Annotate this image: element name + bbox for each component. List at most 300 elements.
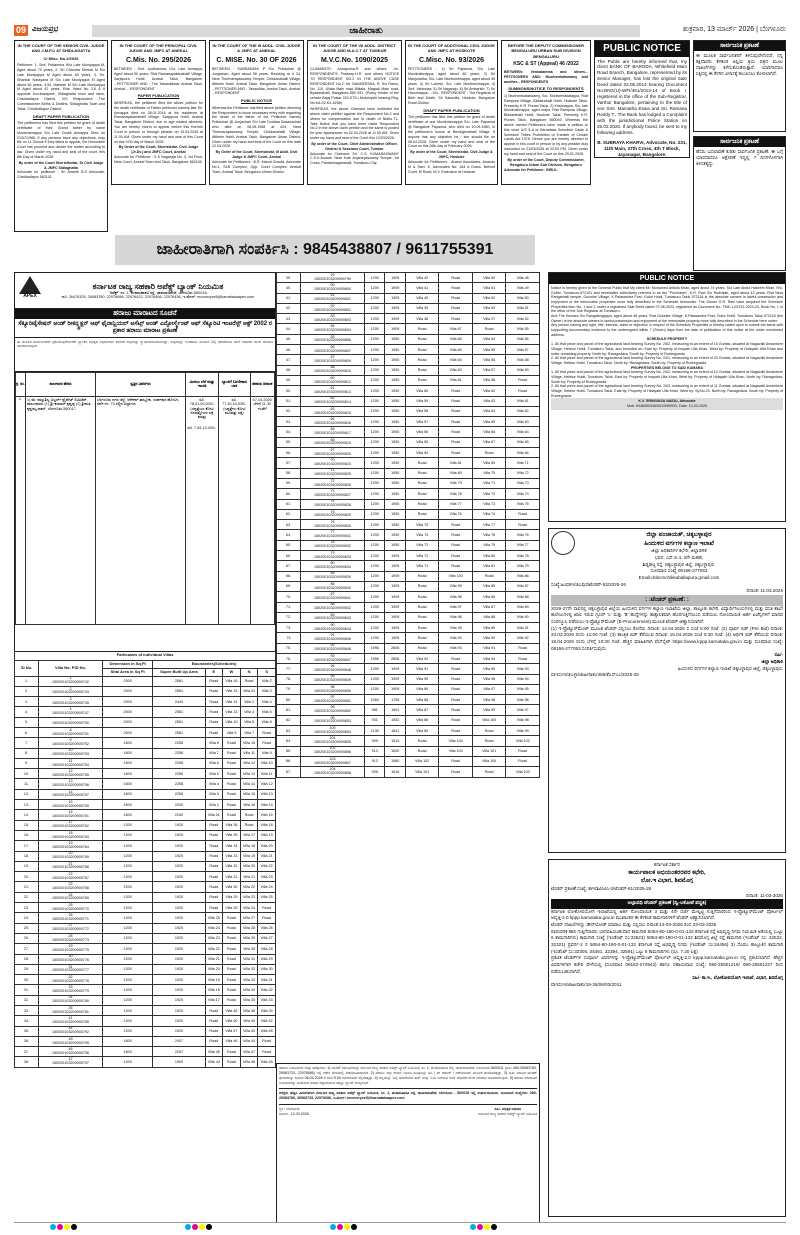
notice-subheading: PUBLIC NOTICE (240, 98, 273, 104)
table-row: 26. 28 150200103200900773 1200 1920 Villa 23 Road Villa 29 Villa 27 (15, 933, 276, 943)
auction-property-table: ಕ್ರ. ಸಂ. ಸಾಲಗಾರರ ಹೆಸರು ಸ್ವತ್ತಿನ ವಿವರಗಳು ಮೀಸಲು ಬೆಲೆ ಮತ್ತು ಇಎಂಡಿ ಬ್ಯಾಂಕಿಗೆ ಬರಬೇಕಾದ ಬಾಕಿ ಹರಾಜು ದಿನಾಂಕ 1. 1) ಮೆ: ವಾಸ್ತುಶಿಲ್ಪ ಬಿಲ್ಡರ್ಸ್ ಪ್ರೈವೇಟ್ ಲಿಮಿಟೆಡ್, ಪಾಲುದಾರರು (1) ಶ್ರೀ ಕುಮಾರ್ ಕೃಷ್ಣಪ್ಪ (2) ಶ್ರೀಮತಿ ಕೃಷ್ಣಮ್ಮ ರಾಮ್, ಬೆಂಗಳೂರು-560017. ಬೆಂಗಳೂರು ನಗರ ಜಿಲ್ಲೆ, ಆನೇಕಲ್ ತಾಲ್ಲೂಕು, ಸರ್ಜಾಪುರ ಹೋಬಳಿ, ಸರ್ವೆ ನಂ. 74 ರಲ್ಲಿನ ವಿಲ್ಲಾಗಳು ರೂ. 78,41,00,000/- (ಎಪ್ಪತ್ತೆಂಟು ಕೋಟಿ ನಲವತ್ತೊಂದು ಲಕ್ಷ ಮಾತ್ರ) ರೂ. 7,84,10,000/- ರೂ. 77,30,16,530/- (ಎಪ್ಪತ್ತೇಳು ಕೋಟಿ ಮೂವತ್ತು ಲಕ್ಷ) 07.04.2026 ಬೆಳಿಗ್ಗೆ 11.30 ಗಂಟೆಗೆ (15, 372, 275, 625)
court-name: IN THE COURT OF THE VII ADDL. DISTRICT JUDGE AND M.A.C.T AT TUMKUR (313, 43, 396, 54)
villa-pid: 102 150200103200900856 (301, 746, 365, 756)
auction-subtitle: ಸೆಕ್ಯೂರಿಟೈಸೇಷನ್ ಅಂಡ್ ರೀಕನ್ಸ್ಟ್ರಕ್ಷನ್ ಆಫ್ ಫೈನಾನ್ಷಿಯಲ್ ಅಸೆಟ್ಸ್ ಅಂಡ್ ಎನ್ಫೋರ್ಸ್ಮೆಂಟ್ ಆಫ್ ಸೆಕ್ಯೂರಿಟಿ ಇಂಟರೆಸ್ಟ್ ಆಕ್ಟ್ 2002 ರ ಪ್ರಕಾರ ಹರಾಜು ಮಾರಾಟ ಪ್ರಕಟಣೆ (15, 319, 275, 338)
registration-dot-icon (64, 1224, 70, 1230)
notice-body: CLAIMANTS: Annapurna.R and others -Vs- RESPONDENTS: Pradeep.H.R. and others NOTICE TO RESPONDENT NO.2 IN THE ABOVE CASE RESPONDENT No.2: Mr. NANDEESHA. R, S/o Ramu, No. 110, Ullala Main road Bilitala, Magadi Main road, Byadarahalli, Bangalore-560 091. (Policy Holder of the vehicle Bajaj Pulsar 220 DTS-i Motorcycle bearing Reg. No.KA-02-KX-5258) (310, 67, 399, 106)
pwd-tender-notice: ಕರ್ನಾಟಕ ಸರ್ಕಾರ ಕಾರ್ಯಪಾಲಕ ಅಭಿಯಂತರರವರ ಕಛೇರಿ, ಲೋ.ಇ ವಿಭಾಗ, ಶಿವಮೊಗ್ಗ ಟೆಂಡರ್ ಪ್ರಕಟಣೆ ಸಂಖ್ಯೆ: ಕಾಇ/ಶಿವಿ/ಟಿಎ-2/ಟೆಂಡರ್-61/2025-26 ದಿನಾಂಕ: 11-03-2026 ಅಲ್ಪಾವಧಿ ಟೆಂಡರ್ ಪ್ರಕಟಣೆ (ದ್ವಿ-ಲಕೋಟೆ ಪದ್ಧತಿ) ಕರ್ನಾಟಕ ಲೋಕೋಪಯೋಗಿ ಇಲಾಖೆಯಲ್ಲಿ ಅರ್ಹ ನೋಂದಾಯಿತ 3 ಮತ್ತು 4ನೇ ದರ್ಜೆ ಮೇಲ್ಪಟ್ಟ ಗುತ್ತಿಗೆದಾರರಿಂದ ಇ-ಪ್ರೊಕ್ಯೂರ್‌ಮೆಂಟ್ ಪೋರ್ಟಲ್ ಆವೃತ್ತಿ-2.0 kppp.karnataka.gov.in ಮುಖಾಂತರ ಈ ಕೆಳಕಂಡ ಕಾಮಗಾರಿಗಳಿಗೆ ಟೆಂಡರ್ ಆಹ್ವಾನಿಸಲಾಗಿದೆ. ಟೆಂಡರ್ ದಾಖಲೆಗಳನ್ನು ಡೌನ್‌ಲೋಡ್ ಮಾಡಲು ಮತ್ತು ಸಲ್ಲಿಸಲು ದಿನಾಂಕ:13-03-2026 ರಿಂದ 23-03-2026 ಪಾರಂಪರಿಕ ಹಾನಿ ಗುತ್ತಿಗೆದಾರರು ಭಾಗವಹಿಸಬಹುದಾದ ಕಾಮಗಾರಿ 5054-80-190-0-01-132 ಕರ್ನಾಟಕ ರಸ್ತೆ ಅಭಿವೃದ್ಧಿ ನಿಗಮ ನಿಯಮಿತ ಅಡಿಯಲ್ಲಿ (ಒಟ್ಟು 6 ಕಾಮಗಾರಿಗಳು) ಕಾಮಗಾರಿ ಸಂಖ್ಯೆ (ಇಂಡೆಂಟ್ ಸಂ:32523) 5054-80-190-0-01-132 ಶಿವಮೊಗ್ಗ ಜಿಲ್ಲೆ ರಸ್ತೆ ಕಾಮಗಾರಿ (ಇಂಡೆಂಟ್ ಸಂ: 32522, 32321) ಪ್ರವರ್ಗ-2 ರ 5054-80-190-0-01-132 ಕರ್ನಾಟಕ ರಸ್ತೆ ಅಭಿವೃದ್ಧಿ ನಿಗಮ (ಇಂಡೆಂಟ್ ಸಂ:34456) 3) ಸೊರಬ ತಾಲ್ಲೂಕಿನ ಕಾಮಗಾರಿ (ಇಂಡೆಂಟ್ ಸಂ:32305, 34461, 32394, 32591) ಒಟ್ಟು 6 ಕಾಮಗಾರಿಗಳು (ರೂ. 7.20 ಲಕ್ಷ) ಪ್ರಕಟಿತ ಟೆಂಡರ್‌ಗಳ ಸಂಪೂರ್ಣ ವಿವರಗಳನ್ನು ಇ-ಪ್ರೊಕ್ಯೂರ್‌ಮೆಂಟ್ ಪೋರ್ಟಲ್ ಆವೃತ್ತಿ-2.0 kppp.karnataka.gov.in ನಲ್ಲಿ ಪ್ರಕಟಿಸಲಾಗಿದೆ. ಹೆಚ್ಚಿನ ವಿವರಗಳಿಗಾಗಿ ಕಚೇರಿ ವೇಳೆಯಲ್ಲಿ (ದೂರವಾಣಿ 08182-274942) ಹಾಗೂ ಸಹಾಯವಾಣಿ ಸಂಖ್ಯೆ: 080-25501216/ 080-25501227 ರಿಂದ ಪಡೆಯಬಹುದಾಗಿದೆ. ಸಹಿ/- ಕಾ.ಇ., ಲೋಕೋಪಯೋಗಿ ಇಲಾಖೆ, ವಿಭಾಗ, ಶಿವಮೊಗ್ಗ ವಾಇಸಂಇ/ಜಾಹೀರಾತು/19-26/06/03/2011 (548, 859, 786, 1217)
table-row: 64. 77 150200103200900831 1200 1950 Villa 74 Road Villa 78 Villa 76 (277, 530, 540, 540)
registration-dot-icon (477, 1224, 483, 1230)
villa-pid: 90 150200103200900844 (301, 623, 365, 633)
property-details: ಬೆಂಗಳೂರು ನಗರ ಜಿಲ್ಲೆ, ಆನೇಕಲ್ ತಾಲ್ಲೂಕು, ಸರ್ಜಾಪುರ ಹೋಬಳಿ, ಸರ್ವೆ ನಂ. 74 ರಲ್ಲಿನ ವಿಲ್ಲಾಗಳು (96, 396, 186, 624)
villa-pid: 75 150200103200900829 (301, 509, 365, 519)
villa-table-middle (276, 272, 540, 778)
registration-dot-icon (330, 1224, 336, 1230)
villa-pid: 57 150200103200900809 (301, 355, 365, 365)
villa-pid: 70 150200103200900823 (301, 458, 365, 468)
public-notice-heading: PUBLIC NOTICE (595, 41, 689, 57)
table-row: 5. 7 150200103200900750 2000 2581 Road Villa 10 Villa 6 Villa 8 (15, 717, 276, 727)
villa-pid: 23 150200103200900768 (39, 882, 103, 892)
table-row: 29. 31 150200103200900777 1200 1920 Villa 20 Road Villa 32 Villa 30 (15, 964, 276, 974)
table-row: 69. 86 150200103200900840 1200 1909 Road Villa 99 Villa 85 Villa 87 (277, 581, 540, 591)
right-column-notices (548, 272, 786, 1217)
advocate-contact: Mob: 9448450346/9310069933, Date: 12-03-2026 (627, 403, 707, 408)
tender-reference: ಸಂಖ್ಯೆ:ಹಿಂವಕಇ/ಚಿಬಪುರ/ಟೆಂಡರ್-53/2025-26 (551, 581, 626, 587)
court-notice-hoskote (405, 40, 498, 185)
advert-reference: ವಾಇಸಂಇ/ಜಾಹೀರಾತು/19-26/06/03/2011 (551, 981, 622, 987)
bank-name: ಕರ್ನಾಟಕ ರಾಜ್ಯ ಸಹಕಾರಿ ಅಪೆಕ್ಸ್ ಬ್ಯಾಂಕ್ ನಿಯಮಿತ (92, 281, 224, 291)
tender-body: 2026-27ನೇ ಸಾಲಿನಲ್ಲಿ ಚಿಕ್ಕಬಳ್ಳಾಪುರ ಜಿಲ್ಲೆಯ ಹಿಂದುಳಿದ ವರ್ಗಗಳ ಕಲ್ಯಾಣ ಇಲಾಖೆಯ ಜಿಲ್ಲಾ, ತಾಲ್ಲೂಕು ಕಛೇರಿ, ವಿದ್ಯಾರ್ಥಿನಿಲಯಗಳಲ್ಲಿ ಮತ್ತು ವಸತಿ ಶಾಲೆ/ಕಾಲೇಜುಗಳಲ್ಲಿ ಖಾಲಿ ಇರುವ ಗ್ರೂಪ್ 'ಸಿ' ಮತ್ತು 'ಡಿ' ಹುದ್ದೆಗಳನ್ನು ತಾತ್ಕಾಲಿಕವಾಗಿ ಹೊರಗುತ್ತಿಗೆಯಿಂದ ಪಡೆಯಲು ನೋಂದಾಯಿತ ಅರ್ಹ ಏಜೆನ್ಸಿಗಳಿಗೆ ಮಾನವ ಸಂಪನ್ಮೂಲ ಪಡೆಯಲು ಇ-ಪ್ರೊಕ್ಯೂರ್‌ಮೆಂಟ್ (E-Procurement) ಮೂಲಕ ಟೆಂಡರ್ ಆಹ್ವಾನಿಸಲಾಗಿದೆ. (551, 605, 783, 624)
villa-pid: 95 150200103200900849 (301, 674, 365, 684)
table-row: 40. 50 150200103200900800 1200 1909 Villa 41 Road Villa 51 Villa 49 (277, 283, 540, 293)
case-number: M.V.C.No. 1090/2025 (320, 56, 389, 64)
villa-pid: 45 150200103200900795 (39, 1036, 103, 1046)
table-row: 14. 16 150200103200900761 1600 2150 Villa 01 Road Road Villa 15 (15, 810, 276, 820)
villa-rows-left (15, 676, 276, 1067)
court-notice-anekal-principal (111, 40, 206, 185)
table-row: 52. 63 150200103200900815 1200 1950 Villa 58 Road Villa 64 Villa 62 (277, 406, 540, 416)
villa-pid: 87 150200103200900841 (301, 592, 365, 602)
table-row: 30. 32 150200103200900778 1200 1920 Villa 19 Road Villa 33 Villa 31 (15, 975, 276, 985)
table-row: 13. 15 150200103200900759 1600 2200 Villa 2 Road Villa 16 Villa 14 (15, 800, 276, 810)
table-row: 25. 27 150200103200900772 1200 1920 Villa 24 Road Villa 28 Villa 26 (15, 923, 276, 933)
tender-date: ದಿನಾಂಕ: 11.03.2026 (746, 588, 783, 594)
government-seal-icon (551, 531, 575, 555)
registration-dot-icon (491, 1224, 497, 1230)
table-row: 73. 90 150200103200900844 1200 1909 Road Villa 95 Villa 89 Villa 91 (277, 623, 540, 633)
table-row: 56. 67 150200103200900820 1200 1950 Villa 54 Road Road Villa 66 (277, 448, 540, 458)
bank-phone: ದೂ: 26476325, 26983780, 22976686, 22976422, 22976456, 22976436, ಇ-ಮೇಲ್: recoverycell@karnatakaapex.com (61, 295, 255, 300)
villa-pid: 4 150200103200900747 (39, 707, 103, 717)
section-title-bar (92, 25, 640, 37)
signatory: ಸಹಿ/- ಕಾ.ಇ., ಲೋಕೋಪಯೋಗಿ ಇಲಾಖೆ, ವಿಭಾಗ, ಶಿವಮೊಗ್ಗ (692, 975, 783, 981)
case-number: KSC & ST (Appeal) 46 /2022 (513, 61, 579, 68)
table-row: 51. 62 150200103200900814 1200 1950 Villa 59 Road Villa 63 Villa 61 (277, 396, 540, 406)
advocate-name: K.V. SRINIVASA NAIDU, Advocate (638, 399, 696, 404)
advocate: Advocate for Petitioners : B.R. Maruti Gowda, Advocate No.1, S1B Complex, Opp. Court Complex, Anekal Town, Anekal Taluk, Bengaluru Urban District. (212, 159, 301, 174)
table-row: 71. 88 150200103200900842 1200 1909 Road Villa 97 Villa 87 Villa 89 (277, 602, 540, 612)
table-row: 38. 47 150200103200900797 1200 1909 Villa 44 Road Villa 48 Villa 45 (15, 1057, 276, 1067)
public-notice-bank-of-baroda (594, 40, 690, 158)
table-row: 8. 10 150200103200900753 1600 2258 Villa 7 Road Villa 11 Villa 9 (15, 748, 276, 758)
apex-bank-auction-notice (14, 272, 276, 652)
table-row: 60. 73 150200103200900827 1200 1950 Road Villa 78 Villa 72 Villa 74 (277, 489, 540, 499)
court-signature: By Order of the Court, Sheristedar, Civil Judge (Jr.Dv.) and JMFC Court, Anekal (118, 145, 199, 155)
villa-pid: 29 150200103200900775 (39, 944, 103, 954)
villa-pid: 72 150200103200900826 (301, 478, 365, 488)
villa-pid: 86 150200103200900840 (301, 581, 365, 591)
advocate-signature: B. SUBRAYA KHARVI, Advocate, No. 231, 11th Main, 37th Cross, 4th T Block, Jayanagar, Bangalore. (597, 140, 687, 158)
villa-pid: 78 150200103200900832 (301, 540, 365, 550)
apex-logo-icon: APEX (17, 276, 43, 306)
villa-pid: 25 150200103200900770 (39, 903, 103, 913)
auction-terms: ಹರಾಜು ನಿಯಮಗಳು ಮತ್ತು ಷರತ್ತುಗಳು: 1) ಟೆಂಡರ್ ನಮೂನೆಗಳನ್ನು ಕರ್ನಾಟಕ ರಾಜ್ಯ ಸಹಕಾರಿ ಅಪೆಕ್ಸ್ ಬ್ಯಾಂಕ್ ನಿಯಮಿತ, ನಂ. 1, ಪಂಪಮಹಾಕವಿ ರಸ್ತೆ, ಚಾಮರಾಜಪೇಟೆ, ಬೆಂಗಳೂರು-560018, (ದೂ: 080-26983780, 26983733, 22976686) ಇಲ್ಲಿ ಕಚೇರಿ ವೇಳೆಯಲ್ಲಿ ಪಡೆಯಬಹುದಾಗಿದೆ. 2) ಹರಾಜು ದಸ್ತು ಠೇವಣಿ ಇಎಂಡಿ ಮೊತ್ತವನ್ನು ಡಿಡಿ / ಪೇ ಆರ್ಡರ್ / ಆರ್‌ಟಿಜಿಎಸ್ ಮೂಲಕ ಪಾವತಿಸತಕ್ಕದ್ದು. 3) ಭರ್ತಿ ಮಾಡಿದ ಟೆಂಡರ್ ಫಾರಂಗಳನ್ನು ದಿನಾಂಕ 06.04.2026 ರ ಸಂಜೆ 5.00 ಗಂಟೆಯೊಳಗೆ ಸಲ್ಲಿಸತಕ್ಕದ್ದು. 4) ಆಸ್ತಿಯನ್ನು 'ಎಲ್ಲಿ ಹೇಗಿದೆಯೋ ಹಾಗೆ' ಮತ್ತು 'ಏನು ಇದೆಯೋ ಅದು' ಆಧಾರದ ಮೇಲೆ ಮಾರಾಟ ಮಾಡಲಾಗುವುದು. 5) ಹರಾಜು ಮಾರಾಟದ ನಿಯಮಗಳನ್ನು ಬದಲಿಸುವ ಅಥವಾ ರದ್ದುಪಡಿಸುವ ಹಕ್ಕನ್ನು ಬ್ಯಾಂಕ್ ಕಾಯ್ದಿರಿಸಿದೆ. ಆಸಕ್ತರು ಹೆಚ್ಚಿನ ವಿವರಗಳಿಗಾಗಿ ಕರ್ನಾಟಕ ರಾಜ್ಯ ಸಹಕಾರಿ ಅಪೆಕ್ಸ್ ಬ್ಯಾಂಕ್ ನಿಯಮಿತ, ನಂ. 1, ಪಂಪಮಹಾಕವಿ ರಸ್ತೆ, ಚಾಮರಾಜಪೇಟೆ, ಬೆಂಗಳೂರು - 560018 ಇಲ್ಲಿ ಸಂಪರ್ಕಿಸಬಹುದು. ದೂರವಾಣಿ ಸಂಖ್ಯೆಗಳು: 080-26983780, 26983733, 22976686, ಇ-ಮೇಲ್: recoverycell@karnatakaapex.com ಸ್ಥಳ : ಬೆಂಗಳೂರು ದಿನಾಂಕ : 12.03.2026 ಸಹಿ/- ಅಧಿಕೃತ ಅಧಿಕಾರಿ ಕರ್ನಾಟಕ ರಾಜ್ಯ ಸಹಕಾರಿ ಅಪೆಕ್ಸ್ ಬ್ಯಾಂಕ್ ನಿಯಮಿತ (276, 1063, 540, 1223)
registration-dot-icon (199, 1224, 205, 1230)
villa-pid: 49 150200103200900799 (301, 273, 365, 283)
advocate: Advocate for Petitioners : Anand Associates, Anandu M & Ravi. K, Advocates No: 184 A Drass, Behind Court, M Road, M.V. Extension at Hoskote (408, 159, 495, 174)
advertising-contact-banner (115, 235, 535, 265)
villa-pid: 24 150200103200900769 (39, 892, 103, 902)
villa-table-title: Particulars of Individual Villas (15, 652, 276, 660)
villa-pid: 53 150200103200900803 (301, 314, 365, 324)
table-row: 72. 89 150200103200900843 1200 1909 Road Villa 96 Villa 88 Villa 90 (277, 612, 540, 622)
registration-dot-icon (185, 1224, 191, 1230)
col-auction-date: ಹರಾಜು ದಿನಾಂಕ (250, 372, 274, 396)
villa-pid: 79 150200103200900833 (301, 551, 365, 561)
registration-dot-icon (71, 1224, 77, 1230)
villa-pid: 100 150200103200900854 (301, 726, 365, 736)
col-borrower: ಸಾಲಗಾರರ ಹೆಸರು (26, 372, 96, 396)
notice-body: Petitioner: 1. Smt. Puttamma W/o Late Muniyappa M, Aged about 70 years, 2. Sri Chandra Shekar M S/o Late Muniyappa M Aged about 60 years, 3. Sri. Shankar Narayana M S/o Late Muniyappa M Aged about 46 years, 4.54, Mahesh M S/o Late Muniyappa M Aged about 42 years, R/at: Ward No 3,6 & 8 opposite Kurubarapete, Sidlaghatta town and taluk, Chickballapur District. V/S Respondent: The Commissioner Births & Deaths, Sidlaghatta Town and Taluk, Chickballapur District. (17, 63, 105, 111)
registration-dot-icon (50, 1224, 56, 1230)
auction-intro: ಈ ಮೂಲಕ ಸಾರ್ವಜನಿಕರಿಗೆ ಪ್ರಕಟಿಸುವುದೇನೆಂದರೆ ಬ್ಯಾಂಕಿನ ಅಧಿಕೃತ ಅಧಿಕಾರಿಗಳು ಕೆಳಕಂಡ ಆಸ್ತಿಗಳನ್ನು ಸ್ವಾಧೀನಪಡಿಸಿಕೊಂಡಿದ್ದು, ಅವುಗಳನ್ನು ಇ-ಹರಾಜು ಮೂಲಕ 'ಎಲ್ಲಿ ಹೇಗಿದೆಯೋ ಹಾಗೆ' ಆಧಾರದ ಮೇಲೆ ಮಾರಾಟ ಮಾಡಲಾಗುವುದು. (15, 338, 275, 372)
table-row: 59. 72 150200103200900826 1200 1950 Road Villa 79 Villa 71 Villa 73 (277, 478, 540, 488)
villa-pid: 65 150200103200900817 (301, 427, 365, 437)
registration-dot-icon (351, 1224, 357, 1230)
table-row: 74 91 150200103200900845 1200 1909 Road Villa 94 Villa 90 Villa 92 (277, 633, 540, 643)
table-row: 37. 46 150200103200900796 1600 2257 Villa 45 Road Villa 47 Road (15, 1047, 276, 1057)
tender-title-bar: ಅಲ್ಪಾವಧಿ ಟೆಂಡರ್ ಪ್ರಕಟಣೆ (ದ್ವಿ-ಲಕೋಟೆ ಪದ್ಧತಿ) (551, 899, 783, 908)
tender-date: ದಿನಾಂಕ: 11-03-2026 (746, 892, 783, 898)
villa-pid: 52 150200103200900802 (301, 303, 365, 313)
villa-pid: 30 150200103200900776 (39, 954, 103, 964)
case-number: C.Mis. No. 295/2026 (126, 56, 191, 64)
outstanding-dues: ರೂ. 77,30,16,530/- (ಎಪ್ಪತ್ತೇಳು ಕೋಟಿ ಮೂವತ್ತು ಲಕ್ಷ) (218, 396, 250, 624)
notice-body: BETWEEN: Venkatamma and others... PETITIONERS AND: Munivenkatswamy and another... RESPONDENTS (504, 69, 588, 84)
notice-subheading: DRAFT PAPER PUBLICATION (32, 113, 90, 119)
registration-dot-icon (206, 1224, 212, 1230)
villa-table-left: Particulars of Individual Villas Sl No. Villa No. PID No. Dimension in Sq.Ft Boundaries(Schedules) Sital Area in Sq Ft Super Built Up Area E W N S 1. 1 150200103200900742 2000 2581 Road Villa 16 Road Villa 2 2. 2 150200103200900743 2000 2581 Road Villa 15 Villa 01 Villa 3 3. 3 150200103200900745 2000 2443 Road Villa 14 Villa 2 Villa 4 4. 4 150200103200900747 2000 2581 Road Villa 13 Villa 3 Villa 5 5. 7 150200103200900750 2000 2581 Road Villa 10 Villa 6 Villa 8 6. 8 150200103200900751 2000 2581 Road Villa 9 Villa 7 Road 7. 9 150200103200900752 1600 2258 Villa 8 Road Villa 10 Road 8. 10 150200103200900753 1600 2258 Villa 7 Road Villa 11 Villa 9 9. 11 150200103200900754 1600 2258 Villa 6 Road Villa 12 Villa 10 10. 12 150200103200900755 1600 2258 Villa 5 Road Villa 13 Villa 11 11. 13 150200103200900756 1600 2258 Villa 4 Road Villa 14 Villa 12 12. 14 150200103200900757 1600 2258 Villa 3 Road Villa 15 Villa 13 13. 15 150200103200900759 1600 2200 Villa 2 Road Villa 16 Villa 14 14. 16 150200103200900761 1600 2150 Villa 01 Road Road Villa 15 15. 17 150200103200900762 1200 1920 Road Villa 36 Road Villa 18 16. 18 150200103200900763 1200 1920 Road Villa 35 Villa 17 Villa 19 17. 19 150200103200900764 1200 1920 Road Villa 34 Villa 18 Villa 20 18. 20 150200103200900765 1200 1920 Road Villa 33 Villa 19 Villa 21 19. 21 150200103200900766 1200 1920 Road Villa 32 Villa 20 Villa 22 20. 22 150200103200900767 1200 1920 Road Villa 31 Villa 21 Villa 23 21. 23 150200103200900768 1200 1920 Road Villa 30 Villa 22 Villa 24 22. 24 150200103200900769 1200 1920 Road Villa 29 Villa 23 Villa 25 23. 25 150200103200900770 1200 1920 Road Villa 26 Villa 24 Road 24. 26 150200103200900771 1200 1920 Villa 25 Road Villa 27 Road 25. 27 150200103200900772 1200 1920 Villa 24 Road Villa 28 Villa 26 26. 28 150200103200900773 1200 1920 Villa 23 Road Villa 29 Villa 27 27. 29 150200103200900775 1200 1920 Villa 22 Road Villa 30 Villa 28 28. 30 150200103200900776 1200 1920 Villa 21 Road Villa 31 Villa 29 29. 31 150200103200900777 1200 1920 Villa 20 Road Villa 32 Villa 30 30. 32 150200103200900778 1200 1920 Villa 19 Road Villa 33 Villa 31 31. 33 150200103200900779 1200 1920 Villa 18 Road Villa 34 Villa 32 32. 34 150200103200900780 1200 1920 Villa 17 Road Villa 35 Villa 33 33. 35 150200103200900781 1200 1920 Road Villa 46 Villa 36 Villa 34 34. 41 150200103200900789 1200 1920 Road Villa 50 Villa 40 Villa 42 35. 44 150200103200900792 1200 1920 Road Villa 47 Villa 43 Villa 45 36. 45 150200103200900795 1600 2407 Road Villa 46 Villa 44 Road 37. 46 150200103200900796 1600 2257 Villa 45 Road Villa 47 Road 38. 47 150200103200900797 1200 1909 Villa 44 Road Villa 48 Villa 45 (14, 652, 276, 1068)
table-row: 19. 21 150200103200900766 1200 1920 Road Villa 32 Villa 20 Villa 22 (15, 861, 276, 871)
court-name: IN THE COURT OF THE III ADDL. CIVIL JUDGE & JMFC AT ANEKAL (212, 43, 301, 54)
public-notice-tumakuru: PUBLIC NOTICE Notice is hereby given to the General Public that My client Mr. Mohamed Arifulla Khan, aged about 74 years, S/o Late Abdul Hakeem Khan, R/o. Gubbi, Tumakuru-572101 and hereinafter collectively referred to as the "Purchaser", K.R. Ravi S/o Rudraiah, aged about 42 years, R/at Near Rangamalli temple, Gulurlee Village, K.Palasandra Post, Gulur Hobli, Tumakuru Taluk 572118 is the absolute owners in lawful possession and enjoyment of the immovable properties more fully described in the Schedule hereunder. The Owner G.R. Ravi have acquired the Schedule Properties item No. 1 and 2 under a registered Sale Deed dated 07-06-2023, registered as Document No. TMK-1-03751-2023-24, Book No. I, in the office of the Sub Registrar at Tumakuru. And The Kumara S/o Rangaiengappa, aged about 48 years, R/at Gulurlee Village, K.Palasandra Post, Gulur Hobli, Tumakuru Taluk 572118 (the Owner) is the absolute owners in lawful possession and enjoyment of the immovable property more fully described in the Schedule here under. Any person having any right, title, interest, claim or objection in respect of the Schedule Properties is hereby called upon to submit the same with supporting documentary evidence to the undersigned within 7 (Seven) days from the date of publication of this notice at the under mentioned address. SCHEDULE PROPERTY 1. All that piece and parcel of the agricultural land bearing Survey No. 25/2, measuring to an extent of 15 Guntas, situated at Nagavalli Amanikere Village, Hebbur Hobli, Tumakuru Taluk, and bounded on: East by: Property of Inayath Ulla Khan, West by: Property of Hidayath Ulla Khan and seller remaining property, North by: Ravagedara, South by: Property of Rudregowda 2. All that piece and parcel of the agricultural land bearing Survey No. 24/1, measuring to an extent of 20 Guntas, situated at Nagavalli Amanikere Village, Hebbur Hobli, Tumakuru Taluk. North by: Ravagedara, South by: Property of Rudregowda PROPERTIES BELONG TO SAID KUMARA 1. All that piece and parcel of the agricultural land bearing Survey No. 24/2, measuring to an extent of 10 Guntas, situated at Nagavalli Amanikere Village, Hebbur Hobli, Tumakuru Taluk. East by: Property of Inayath Ulla Khan, West by: Property of Hidayath Ulla Khan, North by: Ravagedara, South by: Property of Rudregowda 2. All that piece and parcel of the agricultural land bearing Survey No. 24/3, measuring to an extent of 11 Guntas, situated at Nagavalli Amanikere Village, Hebbur Hobli, Tumakuru Taluk. East by: Property of Hidayath Ulla Khan, West by: Sy.No.23, North by: Ravagedara, South by: Property of Rudregowda K.V. SRINIVASA NAIDU, Advocate Mob: 9448450346/9310069933, Date: 12-03-2026 (548, 272, 786, 522)
table-row: 21. 23 150200103200900768 1200 1920 Road Villa 30 Villa 22 Villa 24 (15, 882, 276, 892)
villa-pid: 62 150200103200900814 (301, 396, 365, 406)
registration-marks (50, 1224, 77, 1230)
court-notice-tumkur (307, 40, 402, 185)
villa-pid: 20 150200103200900765 (39, 851, 103, 861)
office-phone: ದೂರವಾಣಿ ಸಂಖ್ಯೆ 08156-277053 (650, 568, 708, 574)
public-notice-heading: PUBLIC NOTICE (549, 273, 785, 284)
villa-pid: 63 150200103200900815 (301, 406, 365, 416)
villa-pid: 31 150200103200900777 (39, 964, 103, 974)
table-row: 31. 33 150200103200900779 1200 1920 Villa 18 Road Villa 34 Villa 32 (15, 985, 276, 995)
court-signature: By order of the Court, Deputy Commissioner, Bengaluru Urban Sub Division, Bengaluru (507, 157, 585, 167)
villa-pid: 14 150200103200900757 (39, 789, 103, 799)
table-row: 47. 57 150200103200900809 1200 1950 Road Villa 64 Villa 56 Villa 58 (277, 355, 540, 365)
notice-body: ಈ ಮೂಲಕ ಸಾರ್ವಜನಿಕರಿಗೆ ತಿಳಿಸುವುದೇನೆಂದರೆ, ನನ್ನ ಕಕ್ಷಿದಾರರು ಕೆಳಕಂಡ ಆಸ್ತಿಯ ಕ್ರಯ ಪತ್ರದ ಮೂಲ ದಾಖಲೆಗಳನ್ನು ಕಳೆದುಕೊಂಡಿರುತ್ತಾರೆ. ಯಾರಿಗಾದರೂ ಸಿಕ್ಕಿದಲ್ಲಿ ಈ ಕೆಳಗಿನ ವಿಳಾಸಕ್ಕೆ ತಲುಪಿಸಲು ಕೋರಲಾಗಿದೆ. (696, 53, 783, 76)
table-row: 79. 96 150200103200900850 1200 1909 Villa 89 Road Villa 97 Villa 95 (277, 684, 540, 694)
notice-body-2: The petitioners has filed this petition for grant of death certificate of their Grand father by name Munishamappa S/o Late Doddi Annappa Died on 21/07/1985. If any persons have any objections, may file on 11 Oclock if they failed to appear, the Honorable Court has proceed and decide the matter according to law. Given under my hand and seal of the court, this 8th Day of March 2026 (17, 121, 105, 159)
advocate: Advocate for petitioner : Sri Ananth B.S Advocate, Chickballapur 562101. (17, 170, 105, 180)
table-row: 17. 19 150200103200900764 1200 1920 Road Villa 34 Villa 18 Villa 20 (15, 841, 276, 851)
villa-pid: 67 150200103200900820 (301, 448, 365, 458)
table-row: 10. 12 150200103200900755 1600 2258 Villa 5 Road Villa 13 Villa 11 (15, 769, 276, 779)
notice-subheading: DRAFT PAPER PUBLICATION (423, 107, 480, 113)
table-row: 12. 14 150200103200900757 1600 2258 Villa 3 Road Villa 15 Villa 13 (15, 789, 276, 799)
villa-pid: 41 150200103200900789 (39, 1016, 103, 1026)
dateline: ಶುಕ್ರವಾರ, 13 ಮಾರ್ಚ್ 2026 | ಬೆಂಗಳೂರು (683, 26, 786, 34)
advocate: Advocate for Petitioner : S K Nagaraja No. 4, 1st Floor, Near Court, Anekal Town and Taluk, Bangalore-562106. (114, 155, 203, 164)
villa-pid: 34 150200103200900780 (39, 995, 103, 1005)
court-name: IN THE COURT OF THE SENIOR CIVIL JUDGE AND J.M.F.C AT SHIDLAGATTA (17, 43, 105, 54)
notice-heading: ಸಾರ್ವಜನಿಕ ಪ್ರಕಟಣೆ (694, 137, 785, 147)
table-row: 35. 44 150200103200900792 1200 1920 Road Villa 47 Villa 43 Villa 45 (15, 1026, 276, 1036)
court-name: IN THE COURT OF THE PRINCIPAL CIVIL JUDGE AND JMFC AT ANEKAL (119, 43, 198, 54)
villa-pid: 54 150200103200900804 (301, 324, 365, 334)
villa-pid: 50 150200103200900800 (301, 283, 365, 293)
table-row: 33. 35 150200103200900781 1200 1920 Road Villa 46 Villa 36 Villa 34 (15, 1006, 276, 1016)
villa-pid: 7 150200103200900750 (39, 717, 103, 727)
auction-title-bar: ಹರಾಜು ಮಾರಾಟದ ಸೂಚನೆ (15, 309, 275, 319)
auction-date: 07.04.2026 ಬೆಳಿಗ್ಗೆ 11.30 ಗಂಟೆಗೆ (250, 396, 274, 624)
table-row: 4. 4 150200103200900747 2000 2581 Road Villa 13 Villa 3 Villa 5 (15, 707, 276, 717)
col-dues: ಬ್ಯಾಂಕಿಗೆ ಬರಬೇಕಾದ ಬಾಕಿ (218, 372, 250, 396)
table-row: 7. 9 150200103200900752 1600 2258 Villa 8 Road Villa 10 Road (15, 738, 276, 748)
villa-pid: 13 150200103200900756 (39, 779, 103, 789)
table-row: 34. 41 150200103200900789 1200 1920 Road Villa 50 Villa 40 Villa 42 (15, 1016, 276, 1026)
villa-pid: 77 150200103200900831 (301, 530, 365, 540)
table-row: 53. 64 150200103200900816 1200 1950 Villa 57 Road Villa 65 Villa 63 (277, 417, 540, 427)
table-row: 50. 61 150200103200900813 1200 1950 Villa 60 Road Villa 62 Road (277, 386, 540, 396)
table-row: 77. 94 150200103200900848 1200 1909 Villa 91 Road Villa 95 Villa 93 (277, 664, 540, 674)
schedule-title: SCHEDULE PROPERTY (646, 337, 688, 342)
villa-pid: 64 150200103200900816 (301, 417, 365, 427)
villa-pid: 89 150200103200900843 (301, 612, 365, 622)
notice-body-2: WHEREAS, the above Claimant have instituted the above claim petition against the Respondent No.2 and others for compensation due to death of Nidhu.T.L. Take Notice that you have been made Respondent No.2 in the above claim petition and the same is posted for your appearance on 02.04.2026 at 11.00 AM. Given under my hand and seal of the Court this 12/03/2026. (310, 106, 399, 141)
notice-heading: ಸಾರ್ವಜನಿಕ ಪ್ರಕಟಣೆ (694, 41, 785, 51)
villa-pid: 47 150200103200900797 (39, 1057, 103, 1067)
notice-body-2: 1) Munivenkataswamy, S/o. Muniveerakatappa, R/at Rampura Village, Biddarahalli Hobli, Hoskote Taluk, Presently K.R. Puram Taluk. 2) Krishnappa, S/o. late Munikrishnappa, aged major, R/at Rampura Village, Biddarahalli Hobli, Hoskote Taluk, Presently K.R. Puram Taluk, Bangalore 560049. Whereas the above named Petitioners have made a petition to this court U/S 5-A of Karnataka Schedule Caste & Schedule Tribes Prohibition of Transfer of Certain Lands Act 1978. Hence you are hereby directed to appear in this court in person or by any pleader duly instructed on 21/03/2026 at 03:00 PM. Given under my hand and seal of the Court on this 29-01-2026. (504, 93, 588, 156)
advocate: Advocate for Claimant: Sri. C.S. KUMARASWAMY C.S.K.Arcade, Near Kote Anjaneyaswamy Temple, 1st Cross, Pandarinagaranalli, Tumakuru City. (310, 151, 399, 166)
kumara-properties-title: PROPERTIES BELONG TO SAID KUMARA (630, 365, 703, 370)
villa-pid: 74 150200103200900828 (301, 499, 365, 509)
notice-body: ಹೆಸರು ಬದಲಾವಣೆ ಕುರಿತು ಸಾರ್ವಜನಿಕ ಪ್ರಕಟಣೆ. ಈ ಬಗ್ಗೆ ಯಾರದಾದರೂ ಆಕ್ಷೇಪಣೆ ಇದ್ದಲ್ಲಿ 7 ದಿನಗಳೊಳಗಾಗಿ ತಿಳಿಸತಕ್ಕದ್ದು. (696, 149, 783, 167)
table-row: 57. 70 150200103200900823 1200 1950 Road Villa 81 Villa 69 Villa 71 (277, 458, 540, 468)
table-row: 48. 58 150200103200900810 1200 1950 Road Villa 63 Villa 57 Villa 59 (277, 365, 540, 375)
place: ಸ್ಥಳ : ಬೆಂಗಳೂರು (279, 1107, 300, 1112)
villa-pid: 2 150200103200900743 (39, 686, 103, 696)
villa-pid: 51 150200103200900801 (301, 293, 365, 303)
table-row: 58. 71 150200103200900825 1200 1950 Road Villa 80 Villa 70 Villa 72 (277, 468, 540, 478)
kannada-public-notice-2 (693, 136, 786, 271)
table-row: 67. 80 150200103200900834 1200 1909 Villa 71 Road Villa 81 Villa 79 (277, 561, 540, 571)
registration-marks (470, 1224, 497, 1230)
table-row: 16. 18 150200103200900763 1200 1920 Road Villa 35 Villa 17 Villa 19 (15, 830, 276, 840)
villa-pid: 66 150200103200900819 (301, 437, 365, 447)
court-signature: By order of the Court, Chief Administrative Officer, District & Sessions Court, Tumkur (311, 141, 398, 151)
table-row: 86. 103 150200103200900857 912 1580 Villa 102 Road Villa 104 Road (277, 756, 540, 766)
table-row: 54. 65 150200103200900817 1200 1950 Villa 56 Road Villa 66 Villa 64 (277, 427, 540, 437)
villa-pid: 12 150200103200900755 (39, 769, 103, 779)
villa-pid: 15 150200103200900759 (39, 800, 103, 810)
court-signature: By order of the Court, Sheristedar, Civil Judge & JMFC, Hoskote (410, 150, 493, 160)
office-name: BEFORE THE DEPUTY COMMISSIONER BENGALURU URBAN SUB DIVISION BENGALURU (508, 43, 584, 59)
registration-dot-icon (470, 1224, 476, 1230)
villa-pid: 104 150200103200900858 (301, 767, 365, 777)
bank-address: "ಅಪೆಕ್ಸ್" ನಂ. 1, ಪಂಪಮಹಾಕವಿ ರಸ್ತೆ, ಚಾಮರಾಜಪೇಟೆ, ಬೆಂಗಳೂರು-560018. (108, 290, 208, 295)
table-row: 22. 24 150200103200900769 1200 1920 Road Villa 29 Villa 23 Villa 25 (15, 892, 276, 902)
table-row: 70. 87 150200103200900841 1200 1909 Road Villa 98 Villa 86 Villa 88 (277, 592, 540, 602)
villa-pid: 3 150200103200900745 (39, 697, 103, 707)
tender-title-bar: : :ಟೆಂಡರ್ ಪ್ರಕಟಣೆ: : (551, 595, 783, 606)
date: ದಿನಾಂಕ : 12.03.2026 (279, 1111, 309, 1116)
tender-reference: ಟೆಂಡರ್ ಪ್ರಕಟಣೆ ಸಂಖ್ಯೆ: ಕಾಇ/ಶಿವಿ/ಟಿಎ-2/ಟೆಂಡರ್-61/2025-26 (551, 886, 652, 892)
notice-body-2: Whereas the Petitioner has filed above petition directing the Respondent to issue necessary entry with regarding the death of the father of the Petitioner namely Puttachari @ Junjachari S/o Late Doddaa Basavachari who died on 08.06.1968 at #24, Near Thermarayaswamy Temple, Chikkanahalli Village, Attibele Hobli, Anekal Taluk, Bangalore Urban District. Given under my hand and seal of the Court on this date 12.03.2026 (212, 105, 301, 149)
villa-pid: 94 150200103200900848 (301, 664, 365, 674)
villa-pid: 101 150200103200900855 (301, 736, 365, 746)
public-notice-body: The Public are hereby informed that, my client BANK OF BARODA, Whitefield Main Road Branch, Bangalore, represented by its Senior Manager, has lost the original Sale Deed dated 02.05.2013 bearing Document No:BNG(U)-WFI/461/2013-14 of Book I, registered in the office of the Sub-Registrar, Varthur Bangalore, pertaining to the title of one Smt. Mamatha Eswa and Sri. Ramana Reddy T., The Bank has lodged a Complaint with the jurisdictional Police Station on 25.02.2026. If anybody found, be sent to my following address. (597, 58, 687, 136)
villa-pid: 85 150200103200900839 (301, 571, 365, 581)
villa-pid: 98 150200103200900852 (301, 705, 365, 715)
notice-body: BETWEEN : SUBRAMANI .P S/o. Puttachari @ Junjachari, Aged about 56 years, Residing at # 24, Near Thermarayaswamy Temple, Chikkanahalli Village, Attibele Hobli, Anekal Taluk, Bangalore Urban District. ...PETITIONER AND : Tahasildar, Anekal Taluk, Anekal. ...RESPONDENT (212, 67, 301, 96)
table-row: 27. 29 150200103200900775 1200 1920 Villa 22 Road Villa 30 Villa 28 (15, 944, 276, 954)
table-row: 75. 92 150200103200900846 1996 2806 Road Villa 93 Villa 91 Road (277, 643, 540, 653)
villa-pid: 19 150200103200900764 (39, 841, 103, 851)
table-row: 9. 11 150200103200900754 1600 2258 Villa 6 Road Villa 12 Villa 10 (15, 758, 276, 768)
villa-pid: 55 150200103200900806 (301, 334, 365, 344)
top-court-notices (14, 40, 786, 235)
villa-pid: 17 150200103200900762 (39, 820, 103, 830)
villa-pid: 22 150200103200900767 (39, 872, 103, 882)
notice-subheading: SUMMONS/NOTICE TO RESPONDENTS (508, 86, 584, 92)
table-row: 6. 8 150200103200900751 2000 2581 Road Villa 9 Villa 7 Road (15, 727, 276, 737)
table-row: 46. 56 150200103200900807 1200 1950 Road Villa 65 Villa 55 Villa 57 (277, 345, 540, 355)
notice-body-2: The petitioner has filed this petition for grant of death certificate of one Munikrishnappa S/o. Late Papanna @ Bangalore Papanna, who died on 10.09.1980, in the petitioner's house at Bendigenahalli Village. If anyone has any objection he / she should file on 06.04.2026. Given under my hand and seal of the Court on this 26th day of February 2026. (408, 115, 495, 149)
col-sl: ಕ್ರ. ಸಂ. (16, 372, 26, 396)
section-title: ಜಾಹೀರಾತು (349, 25, 383, 36)
table-row: 62. 75 150200103200900829 1200 1950 Road Villa 76 Villa 74 Road (277, 509, 540, 519)
case-number: C.Misc. No. 93/2026 (419, 56, 484, 64)
table-row: 81. 98 150200103200900852 981 1601 Villa 87 Road Villa 99 Villa 97 (277, 705, 540, 715)
villa-pid: 92 150200103200900846 (301, 643, 365, 653)
villa-pid: 21 150200103200900766 (39, 861, 103, 871)
villa-pid: 27 150200103200900772 (39, 923, 103, 933)
table-row: 83. 100 150200103200900854 1136 1841 Villa 85 Road Road Villa 99 (277, 726, 540, 736)
table-row: 1. 1 150200103200900742 2000 2581 Road Villa 16 Road Villa 2 (15, 676, 276, 686)
table-row: 45. 55 150200103200900806 1200 1950 Road Villa 66 Villa 54 Villa 56 (277, 334, 540, 344)
villa-pid: 56 150200103200900807 (301, 345, 365, 355)
villa-pid: 103 150200103200900857 (301, 756, 365, 766)
villa-pid: 73 150200103200900827 (301, 489, 365, 499)
terms-text: ಹರಾಜು ನಿಯಮಗಳು ಮತ್ತು ಷರತ್ತುಗಳು: 1) ಟೆಂಡರ್ ನಮೂನೆಗಳನ್ನು ಕರ್ನಾಟಕ ರಾಜ್ಯ ಸಹಕಾರಿ ಅಪೆಕ್ಸ್ ಬ್ಯಾಂಕ್ ನಿಯಮಿತ, ನಂ. 1, ಪಂಪಮಹಾಕವಿ ರಸ್ತೆ, ಚಾಮರಾಜಪೇಟೆ, ಬೆಂಗಳೂರು-560018, (ದೂ: 080-26983780, 26983733, 22976686) ಇಲ್ಲಿ ಕಚೇರಿ ವೇಳೆಯಲ್ಲಿ ಪಡೆಯಬಹುದಾಗಿದೆ. 2) ಹರಾಜು ದಸ್ತು ಠೇವಣಿ ಇಎಂಡಿ ಮೊತ್ತವನ್ನು ಡಿಡಿ / ಪೇ ಆರ್ಡರ್ / ಆರ್‌ಟಿಜಿಎಸ್ ಮೂಲಕ ಪಾವತಿಸತಕ್ಕದ್ದು. 3) ಭರ್ತಿ ಮಾಡಿದ ಟೆಂಡರ್ ಫಾರಂಗಳನ್ನು ದಿನಾಂಕ 06.04.2026 ರ ಸಂಜೆ 5.00 ಗಂಟೆಯೊಳಗೆ ಸಲ್ಲಿಸತಕ್ಕದ್ದು. 4) ಆಸ್ತಿಯನ್ನು 'ಎಲ್ಲಿ ಹೇಗಿದೆಯೋ ಹಾಗೆ' ಮತ್ತು 'ಏನು ಇದೆಯೋ ಅದು' ಆಧಾರದ ಮೇಲೆ ಮಾರಾಟ ಮಾಡಲಾಗುವುದು. 5) ಹರಾಜು ಮಾರಾಟದ ನಿಯಮಗಳನ್ನು ಬದಲಿಸುವ ಅಥವಾ ರದ್ದುಪಡಿಸುವ ಹಕ್ಕನ್ನು ಬ್ಯಾಂಕ್ ಕಾಯ್ದಿರಿಸಿದೆ. (279, 1066, 537, 1085)
villa-pid: 33 150200103200900779 (39, 985, 103, 995)
villa-pid: 91 150200103200900845 (301, 633, 365, 643)
villa-pid: 97 150200103200900851 (301, 695, 365, 705)
reserve-price: ರೂ. 78,41,00,000/- (ಎಪ್ಪತ್ತೆಂಟು ಕೋಟಿ ನಲವತ್ತೊಂದು ಲಕ್ಷ ಮಾತ್ರ) ರೂ. 7,84,10,000/- (186, 396, 219, 624)
villa-pid: 26 150200103200900771 (39, 913, 103, 923)
case-number: C. MISE. No. 30 OF 2026 (216, 56, 297, 64)
villa-pid: 99 150200103200900853 (301, 715, 365, 725)
registration-dot-icon (484, 1224, 490, 1230)
table-row: 15. 17 150200103200900762 1200 1920 Road Villa 36 Road Villa 18 (15, 820, 276, 830)
table-row: 41. 51 150200103200900801 1200 1909 Villa 40 Road Villa 52 Villa 50 (277, 293, 540, 303)
table-row: 80. 97 150200103200900851 1084 1755 Villa 88 Road Villa 98 Villa 96 (277, 695, 540, 705)
signatory: ಸಹಿ/- ಅಧಿಕೃತ ಅಧಿಕಾರಿ (494, 1107, 521, 1112)
tender-schedule: (1) ಇ-ಪ್ರೊಕ್ಯೂರ್‌ಮೆಂಟ್ ಮೂಲಕ ಟೆಂಡರ್ ಸಲ್ಲಿಸಲು ಕೊನೆಯ ದಿನಾಂಕ: 14.04.2026 ರ ಸಂಜೆ 5:00 ಗಂಟೆ. (2) ಪೂರ್ವ ಬಿಡ್ (Pre Bid) ದಿನಾಂಕ: 23.03.2026 ರಂದು 11:00 ಗಂಟೆ. (3) ತಾಂತ್ರಿಕ ಬಿಡ್ ತೆರೆಯುವ ದಿನಾಂಕ: 15.04.2026 ಸಂಜೆ 5:30 ಗಂಟೆ. (4) ಆರ್ಥಿಕ ಬಿಡ್ ತೆರೆಯುವ ದಿನಾಂಕ: 18.04.2026 ರಂದು ಬೆಳಿಗ್ಗೆ 10:30 ಗಂಟೆ. ಹೆಚ್ಚಿನ ಮಾಹಿತಿಗಾಗಿ ವೆಬ್‌ಸೈಟ್ https://www.kppp.karnataka.gov.in ಮತ್ತು ದೂರವಾಣಿ ಸಂಖ್ಯೆ: 08156-277053 ಸಂಪರ್ಕಿಸುವುದು. (551, 625, 783, 651)
col-reserve: ಮೀಸಲು ಬೆಲೆ ಮತ್ತು ಇಎಂಡಿ (186, 372, 219, 396)
masthead (14, 24, 786, 37)
newspaper-name: ವಿಜಯಪ್ರಭ (32, 26, 59, 34)
villa-pid: 10 150200103200900753 (39, 748, 103, 758)
borrower-details: 1) ಮೆ: ವಾಸ್ತುಶಿಲ್ಪ ಬಿಲ್ಡರ್ಸ್ ಪ್ರೈವೇಟ್ ಲಿಮಿಟೆಡ್, ಪಾಲುದಾರರು (1) ಶ್ರೀ ಕುಮಾರ್ ಕೃಷ್ಣಪ್ಪ (2) ಶ್ರೀಮತಿ ಕೃಷ್ಣಮ್ಮ ರಾಮ್, ಬೆಂಗಳೂರು-560017. (26, 396, 96, 624)
villa-pid: 32 150200103200900778 (39, 975, 103, 985)
court-signature: By Order of the Court, Sheristedar, III Addl. Civil Judge & JMFC Court, Anekal (215, 150, 298, 160)
villa-pid: 46 150200103200900796 (39, 1047, 103, 1057)
villa-pid: 16 150200103200900761 (39, 810, 103, 820)
notice-body: PETITIONERS : 1) Sri Papanna, S/o. Late Munikrishnappa, aged about 80 years, 2) Sri Manjunatha, S/o. Late Munikrishnappa, aged about 45 years, 3) Sri Lokesh, S/o. Late Munikrishnappa, 4) Smt. Vahinnaa, 5) Sri Nagaraju, 6) Sri Ambarish, 7) Sri Hanumappa. ...V/s.. RESPONDENT : The Registrar of Birth and Death, Sri Sakavilla, Hoskote, Bangalore Rural District. (408, 67, 495, 106)
registration-dot-icon (337, 1224, 343, 1230)
table-row: 76. 93 150200103200900847 1996 2806 Villa 92 Road Villa 94 Road (277, 653, 540, 663)
case-number: C/ Misc. No.2/2026 (43, 55, 79, 61)
table-row: 84. 101 150200103200900855 909 1514 Road Villa 104 Road Villa 102 (277, 736, 540, 746)
table-row: 61. 74 150200103200900828 1200 1950 Road Villa 77 Villa 73 Villa 75 (277, 499, 540, 509)
table-row: 42. 52 150200103200900802 1200 1909 Villa 39 Road Villa 53 Villa 51 (277, 303, 540, 313)
table-row: 2. 2 150200103200900743 2000 2581 Road Villa 15 Villa 01 Villa 3 (15, 686, 276, 696)
table-row: 20. 22 150200103200900767 1200 1920 Road Villa 31 Villa 21 Villa 23 (15, 872, 276, 882)
villa-pid: 1 150200103200900742 (39, 676, 103, 686)
villa-pid: 93 150200103200900847 (301, 653, 365, 663)
table-row: 28. 30 150200103200900776 1200 1920 Villa 21 Road Villa 31 Villa 29 (15, 954, 276, 964)
villa-pid: 44 150200103200900792 (39, 1026, 103, 1036)
villa-pid: 80 150200103200900834 (301, 561, 365, 571)
table-row: 44. 54 150200103200900804 1200 1909 Road Villa 67 Road Villa 55 (277, 324, 540, 334)
villa-pid: 96 150200103200900850 (301, 684, 365, 694)
villa-pid: 88 150200103200900842 (301, 602, 365, 612)
table-row: 68. 85 150200103200900839 1200 1909 Road Villa 100 Road Villa 86 (277, 571, 540, 581)
kannada-public-notice-1 (693, 40, 786, 132)
villa-rows-middle (277, 273, 540, 778)
table-row: 24. 26 150200103200900771 1200 1920 Villa 25 Road Villa 27 Road (15, 913, 276, 923)
table-row: 32. 34 150200103200900780 1200 1920 Villa 17 Road Villa 35 Villa 33 (15, 995, 276, 1005)
notice-body-2: WHEREAS, the petitioner filed the above petition for the death certificate of Father petitioner namely late Sri. Annappa died on 28.01.2016 at his residence at Ramanayakanahalli Village, Sarjapura Hobli, Anekal Taluk, Bangalore District, due to age related ailments. You are hereby inform to appear before this Hon'ble Court in person or through pleader on 15.04.2026 at 11.00 AM. Given under my hand and seal of this Court on this 07th day of March 2026. (114, 100, 203, 144)
table-row: 39. 49 150200103200900799 1200 1909 Villa 42 Road Villa 50 Villa 48 (277, 273, 540, 283)
court-name: IN THE COURT OF ADDITIONAL CIVIL JUDGE AND JMFC AT HOSKOTE (408, 43, 495, 54)
villa-pid: 60 150200103200900812 (301, 375, 365, 385)
table-row: 3. 3 150200103200900745 2000 2443 Road Villa 14 Villa 2 Villa 4 (15, 697, 276, 707)
table-row: 65. 78 150200103200900832 1200 1950 Villa 73 Road Villa 79 Villa 77 (277, 540, 540, 550)
advert-reference: ವಾಇಸಂಇ/ಚಿಬಳ್ಳಾ/ಜಾಹೀರಾತು/485/ಕೆಎಸ್‌ಎಂ/2025-26 (551, 672, 639, 678)
table-row: 82. 99 150200103200900853 931 1552 Villa 86 Road Villa 100 Villa 98 (277, 715, 540, 725)
notice-body: BETWEEN : Smt. Jyothamma, D/o. Late Annappa, Aged about 50 years, R/at Ramanayakanahalli Village, Sarjapura Hobli, Anekal Taluk, Bangalore. ...PETITIONER AND : The Tahasildhaar Anekal Taluk, Anekal. ...RESPONDENT (114, 67, 203, 91)
table-row: 43. 53 150200103200900803 1200 1909 Villa 38 Road Villa 37 Villa 52 (277, 314, 540, 324)
registration-marks (330, 1224, 357, 1230)
contact-text: ಜಾಹೀರಾತಿಗಾಗಿ ಸಂಪರ್ಕಿಸಿ : 9845438807 / 9611755391 (156, 240, 494, 258)
table-row: 11. 13 150200103200900756 1600 2258 Villa 4 Road Villa 14 Villa 12 (15, 779, 276, 789)
bank-header (15, 273, 275, 309)
registration-dot-icon (344, 1224, 350, 1230)
col-property: ಸ್ವತ್ತಿನ ವಿವರಗಳು (96, 372, 186, 396)
villa-pid: 8 150200103200900751 (39, 727, 103, 737)
court-notice-anekal-third (209, 40, 304, 185)
bottom-rule (14, 1222, 786, 1223)
table-row: 23. 25 150200103200900770 1200 1920 Road Villa 26 Villa 24 Road (15, 903, 276, 913)
table-row: 63. 76 150200103200900830 1200 1950 Villa 75 Road Villa 77 Road (277, 520, 540, 530)
table-row: 87. 104 150200103200900858 905 1616 Villa 101 Road Road Villa 103 (277, 767, 540, 777)
court-notice-shidlagatta (14, 40, 108, 232)
villa-pid: 76 150200103200900830 (301, 520, 365, 530)
table-row: 49. 60 150200103200900812 1200 1950 Road Villa 61 Villa 58 Road (277, 375, 540, 385)
registration-marks (185, 1224, 212, 1230)
villa-pid: 28 150200103200900773 (39, 933, 103, 943)
villa-pid: 9 150200103200900752 (39, 738, 103, 748)
notice-subheading: PAPER PUBLICATION (137, 93, 180, 99)
inspection-contact: ಆಸಕ್ತರು ಹೆಚ್ಚಿನ ವಿವರಗಳಿಗಾಗಿ ಕರ್ನಾಟಕ ರಾಜ್ಯ ಸಹಕಾರಿ ಅಪೆಕ್ಸ್ ಬ್ಯಾಂಕ್ ನಿಯಮಿತ, ನಂ. 1, ಪಂಪಮಹಾಕವಿ ರಸ್ತೆ, ಚಾಮರಾಜಪೇಟೆ, ಬೆಂಗಳೂರು - 560018 ಇಲ್ಲಿ ಸಂಪರ್ಕಿಸಬಹುದು. ದೂರವಾಣಿ ಸಂಖ್ಯೆಗಳು: 080-26983780, 26983733, 22976686, ಇ-ಮೇಲ್: recoverycell@karnatakaapex.com (279, 1088, 537, 1101)
table-row: 36. 45 150200103200900795 1600 2407 Road Villa 46 Villa 44 Road (15, 1036, 276, 1046)
table-row: 66. 79 150200103200900833 1200 1909 Villa 72 Road Villa 80 Villa 78 (277, 551, 540, 561)
table-row: 85. 102 150200103200900856 913 1600 Road Villa 103 Villa 101 Road (277, 746, 540, 756)
villa-pid: 61 150200103200900813 (301, 386, 365, 396)
